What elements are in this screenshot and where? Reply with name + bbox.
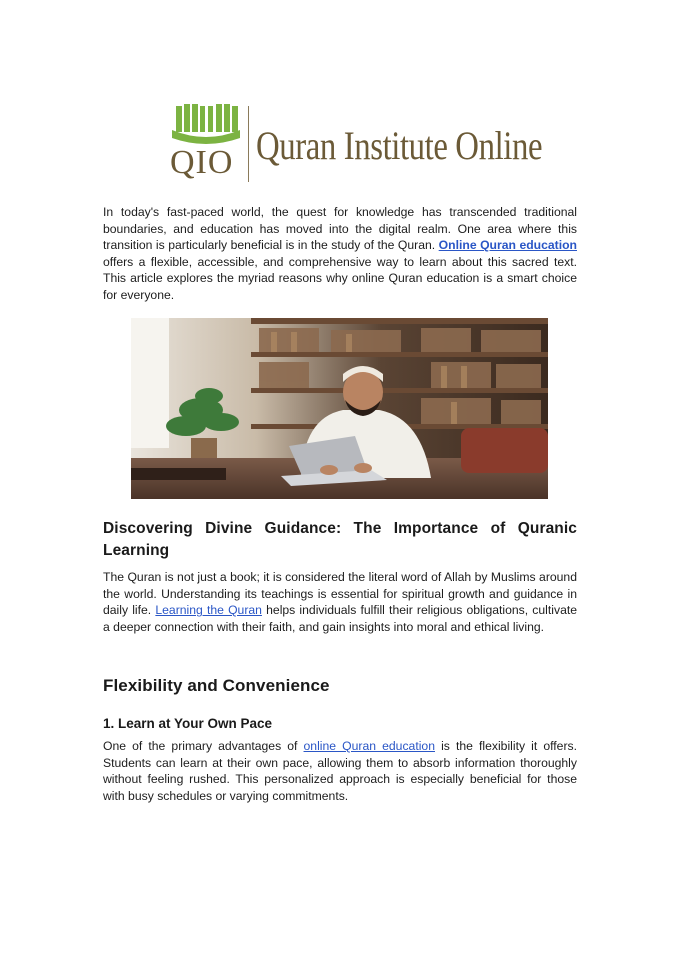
section2-text-before: One of the primary advantages of (103, 739, 304, 753)
section-flexibility (103, 675, 577, 697)
quran-institute-logo[interactable] (168, 100, 543, 186)
intro-paragraph (103, 204, 577, 304)
intro-text-after: offers a flexible, accessible, and comprehensive way to learn about this sacred text. This article explores the myriad reasons why online Quran education is a smart choice for everyone. (103, 254, 577, 302)
intro-section (103, 204, 577, 304)
online-quran-education-link-2[interactable]: online Quran education (303, 739, 435, 753)
section-quranic-learning-body (103, 569, 577, 635)
intro-text-before: In today's fast-paced world, the quest for knowledge has transcended traditional boundaries, and education has moved into the digital realm. One area where this transition is particularly beneficial is in the study of the Quran. (103, 205, 577, 253)
section-heading-quranic-learning: Discovering Divine Guidance: The Importance of Quranic Learning (103, 520, 577, 559)
online-quran-education-link[interactable]: Online Quran education (438, 238, 577, 253)
section2-text-after: is the flexibility it offers. Students can learn at their own pace, allowing them to absorb information thoroughly without feeling rushed. This personalized approach is especially beneficial for those with busy schedules or varying commitments. (103, 739, 577, 803)
photo-illustration (131, 318, 548, 499)
logo-divider (248, 106, 249, 182)
section1-text-after: helps individuals fulfill their religious obligations, cultivate a deeper connection with their faith, and gain insights into moral and ethical living. (103, 603, 578, 634)
quranic-learning-paragraph (103, 569, 577, 635)
learning-the-quran-link[interactable]: Learning the Quran (155, 603, 262, 618)
section1-text-before: The Quran is not just a book; it is considered the literal word of Allah by Muslims around the world. Understanding its teachings is essential for spiritual growth and guidance in daily life. (103, 570, 577, 618)
student-laptop-photo (131, 318, 548, 499)
section-heading-flexibility: Flexibility and Convenience (103, 676, 330, 695)
logo-name: Quran Institute Online (256, 123, 543, 168)
subsection-own-pace (103, 715, 577, 733)
own-pace-paragraph (103, 738, 577, 804)
own-pace-body (103, 738, 577, 804)
section-quranic-learning (103, 518, 577, 562)
logo-mark-letters: QIO (170, 144, 234, 181)
subheading-learn-own-pace: 1. Learn at Your Own Pace (103, 716, 273, 731)
